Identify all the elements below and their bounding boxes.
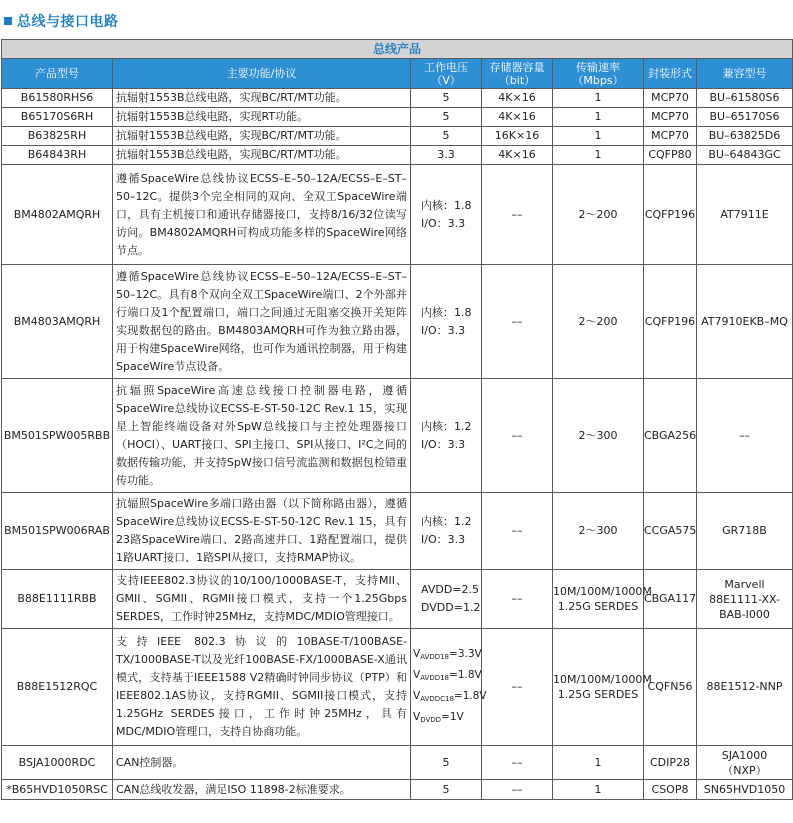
cell-model: *B65HVD1050RSC — [2, 780, 113, 800]
cell-rate: 1 — [553, 146, 644, 165]
cell-function: 抗辐照SpaceWire高速总线接口控制器电路，遵循SpaceWire总线协议ECSS-E-ST-50-12C Rev.1 15，实现星上智能终端设备对外SpW总线接口与主控处理器接口（HOCI）、UART接口、SPI主接口、SPI从接口、I²C之间的数据传输功能，并支持SpW接口信号流监测和数据包检错重传功能。 — [113, 379, 411, 493]
cell-voltage: 内核：1.8 I/O：3.3 — [411, 165, 482, 265]
cell-rate: 2～300 — [553, 379, 644, 493]
header-row — [2, 59, 793, 89]
cell-model: BM501SPW005RBB — [2, 379, 113, 493]
cell-model: B64843RH — [2, 146, 113, 165]
cell-memory: –– — [482, 629, 553, 746]
cell-voltage: 5 — [411, 108, 482, 127]
cell-memory: 4K×16 — [482, 89, 553, 108]
cell-package: CDIP28 — [644, 746, 697, 780]
section-title: 总线与接口电路 — [17, 14, 119, 30]
cell-voltage: 内核：1.2 I/O：3.3 — [411, 493, 482, 570]
bus-products-table — [1, 39, 793, 800]
cell-voltage: 5 — [411, 780, 482, 800]
cell-model: B65170S6RH — [2, 108, 113, 127]
table-row — [2, 379, 793, 493]
cell-model: B88E1512RQC — [2, 629, 113, 746]
header-rate: 传输速率 （Mbps） — [553, 59, 644, 89]
table-row — [2, 265, 793, 379]
cell-voltage: 内核：1.8 I/O：3.3 — [411, 265, 482, 379]
cell-package: CQFP196 — [644, 265, 697, 379]
cell-model: BM4803AMQRH — [2, 265, 113, 379]
cell-compatible: SN65HVD1050 — [697, 780, 793, 800]
cell-function: 抗辐照SpaceWire多端口路由器（以下简称路由器），遵循SpaceWire总线协议ECSS-E-ST-50-12C Rev.1 15，具有23路SpaceWire端口、2路高速并口、1路配置端口，提供1路UART接口、1路SPI从接口，支持RMAP协议。 — [113, 493, 411, 570]
cell-compatible: Marvell 88E1111-XX-BAB-I000 — [697, 570, 793, 629]
cell-model: BSJA1000RDC — [2, 746, 113, 780]
cell-memory: –– — [482, 379, 553, 493]
section-heading — [4, 11, 119, 31]
cell-function: 支持IEEE802.3协议的10/100/1000BASE-T，支持MII、GMII、SGMII、RGMII接口模式，支持一个1.25Gbps SERDES，工作时钟25MHz，支持MDC/MDIO管理接口。 — [113, 570, 411, 629]
table-row — [2, 570, 793, 629]
cell-package: MCP70 — [644, 89, 697, 108]
cell-voltage: VAVDD18=3.3V VAVDD18=1.8V VAVDDC18=1.8V VDVDD=1V — [411, 629, 482, 746]
cell-voltage: 5 — [411, 127, 482, 146]
header-function: 主要功能/协议 — [113, 59, 411, 89]
table-row — [2, 629, 793, 746]
table-row — [2, 146, 793, 165]
cell-package: CCGA575 — [644, 493, 697, 570]
header-package: 封装形式 — [644, 59, 697, 89]
cell-compatible: –– — [697, 379, 793, 493]
cell-voltage: 内核：1.2 I/O：3.3 — [411, 379, 482, 493]
cell-package: CQFP80 — [644, 146, 697, 165]
cell-package: MCP70 — [644, 127, 697, 146]
cell-package: CBGA256 — [644, 379, 697, 493]
table-row — [2, 493, 793, 570]
cell-model: B63825RH — [2, 127, 113, 146]
cell-package: MCP70 — [644, 108, 697, 127]
cell-function: 支持IEEE 802.3协议的10BASE-T/100BASE-TX/1000BASE-T以及光纤100BASE-FX/1000BASE-X通讯模式，支持基于IEEE1588 V2精确时钟同步协议（PTP）和IEEE802.1AS协议，支持RGMII、SGMII接口模式，支持1.25GHz SERDES接口，工作时钟25MHz，具有MDC/MDIO管理口，支持自协商功能。 — [113, 629, 411, 746]
cell-memory: –– — [482, 165, 553, 265]
table-row — [2, 127, 793, 146]
cell-rate: 1 — [553, 108, 644, 127]
cell-function: 抗辐射1553B总线电路，实现BC/RT/MT功能。 — [113, 146, 411, 165]
cell-compatible: AT7910EKB–MQ — [697, 265, 793, 379]
cell-memory: –– — [482, 265, 553, 379]
cell-function: 遵循SpaceWire总线协议ECSS–E–50–12A/ECSS–E–ST–50–12C。具有8个双向全双工SpaceWire端口、2个外部并行端口及1个配置端口，端口之间通过无阻塞交换开关矩阵实现数据包的路由。BM4803AMQRH可作为独立路由器，用于构建SpaceWire网络，也可作为通讯控制器，用于构建SpaceWire节点设备。 — [113, 265, 411, 379]
cell-model: B88E1111RBB — [2, 570, 113, 629]
cell-rate: 1 — [553, 780, 644, 800]
cell-model: BM4802AMQRH — [2, 165, 113, 265]
cell-memory: 16K×16 — [482, 127, 553, 146]
header-voltage: 工作电压 （V） — [411, 59, 482, 89]
cell-rate: 2～300 — [553, 493, 644, 570]
cell-package: CBGA117 — [644, 570, 697, 629]
cell-memory: 4K×16 — [482, 146, 553, 165]
header-compatible: 兼容型号 — [697, 59, 793, 89]
heading-square-icon — [4, 17, 12, 25]
cell-compatible: BU–64843GC — [697, 146, 793, 165]
cell-voltage: 5 — [411, 746, 482, 780]
table-row — [2, 89, 793, 108]
cell-rate: 1 — [553, 746, 644, 780]
cell-voltage: AVDD=2.5 DVDD=1.2 — [411, 570, 482, 629]
cell-function: CAN总线收发器，满足ISO 11898-2标准要求。 — [113, 780, 411, 800]
cell-compatible: BU–65170S6 — [697, 108, 793, 127]
header-memory: 存储器容量 （bit） — [482, 59, 553, 89]
cell-rate: 10M/100M/1000M 1.25G SERDES — [553, 629, 644, 746]
cell-compatible: BU–63825D6 — [697, 127, 793, 146]
table-row — [2, 780, 793, 800]
cell-memory: –– — [482, 570, 553, 629]
cell-memory: –– — [482, 780, 553, 800]
table-row — [2, 108, 793, 127]
cell-compatible: GR718B — [697, 493, 793, 570]
cell-voltage: 3.3 — [411, 146, 482, 165]
cell-package: CQFP196 — [644, 165, 697, 265]
cell-compatible: SJA1000 （NXP） — [697, 746, 793, 780]
cell-package: CSOP8 — [644, 780, 697, 800]
cell-rate: 10M/100M/1000M 1.25G SERDES — [553, 570, 644, 629]
cell-function: 抗辐射1553B总线电路，实现BC/RT/MT功能。 — [113, 127, 411, 146]
cell-compatible: AT7911E — [697, 165, 793, 265]
cell-rate: 2～200 — [553, 265, 644, 379]
cell-function: 抗辐射1553B总线电路，实现BC/RT/MT功能。 — [113, 89, 411, 108]
table-caption: 总线产品 — [2, 40, 793, 59]
cell-function: 抗辐射1553B总线电路，实现RT功能。 — [113, 108, 411, 127]
cell-memory: 4K×16 — [482, 108, 553, 127]
cell-voltage: 5 — [411, 89, 482, 108]
header-model: 产品型号 — [2, 59, 113, 89]
cell-function: 遵循SpaceWire总线协议ECSS–E–50–12A/ECSS–E–ST–50–12C。提供3个完全相同的双向、全双工SpaceWire端口，具有主机接口和通讯存储器接口，支持8/16/32位读写访问。BM4802AMQRH可构成功能多样的SpaceWire网络节点。 — [113, 165, 411, 265]
cell-memory: –– — [482, 493, 553, 570]
cell-rate: 1 — [553, 127, 644, 146]
cell-rate: 2～200 — [553, 165, 644, 265]
cell-compatible: BU–61580S6 — [697, 89, 793, 108]
cell-rate: 1 — [553, 89, 644, 108]
cell-memory: –– — [482, 746, 553, 780]
cell-model: BM501SPW006RAB — [2, 493, 113, 570]
table-row — [2, 165, 793, 265]
table-row — [2, 746, 793, 780]
cell-package: CQFN56 — [644, 629, 697, 746]
cell-function: CAN控制器。 — [113, 746, 411, 780]
cell-compatible: 88E1512-NNP — [697, 629, 793, 746]
cell-model: B61580RHS6 — [2, 89, 113, 108]
